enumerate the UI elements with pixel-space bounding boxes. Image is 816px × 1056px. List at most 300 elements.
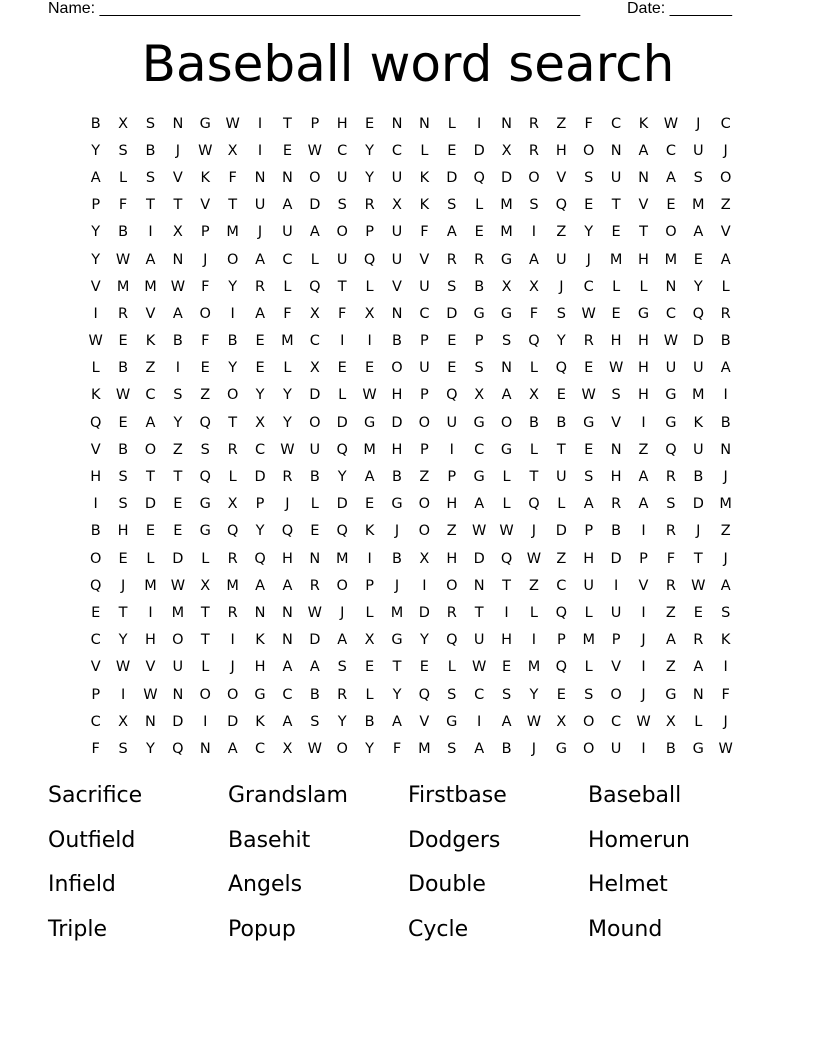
grid-letter: Y: [118, 632, 128, 649]
grid-letter: L: [612, 278, 621, 295]
grid-letter: B: [665, 740, 676, 757]
grid-letter: N: [692, 686, 704, 703]
grid-letter: T: [556, 441, 566, 458]
grid-letter: O: [446, 577, 458, 594]
grid-letter: F: [584, 115, 593, 132]
grid-letter: H: [90, 469, 102, 486]
word-list-item: Infield: [48, 872, 116, 897]
grid-letter: R: [446, 251, 457, 268]
grid-letter: E: [556, 387, 566, 404]
grid-letter: H: [446, 496, 458, 513]
grid-letter: D: [309, 387, 321, 404]
grid-letter: A: [255, 577, 265, 594]
grid-letter: L: [721, 278, 730, 295]
word-list-item: Firstbase: [408, 783, 507, 808]
grid-letter: J: [559, 278, 564, 295]
grid-letter: H: [446, 550, 458, 567]
grid-letter: M: [171, 604, 185, 621]
letter-grid: [82, 110, 739, 763]
grid-letter: M: [500, 197, 513, 214]
grid-letter: Y: [255, 523, 265, 540]
grid-letter: M: [582, 632, 595, 649]
grid-letter: A: [501, 387, 512, 404]
word-list-item: Double: [408, 872, 486, 897]
grid-letter: M: [609, 251, 623, 268]
grid-letter: B: [145, 142, 156, 159]
grid-letter: X: [118, 713, 129, 730]
grid-letter: X: [227, 142, 238, 159]
grid-letter: S: [447, 740, 457, 757]
grid-letter: E: [91, 604, 101, 621]
grid-letter: G: [199, 115, 211, 132]
grid-letter: U: [419, 278, 430, 295]
grid-letter: E: [474, 224, 484, 241]
grid-letter: J: [531, 523, 537, 540]
grid-row: [82, 382, 739, 409]
grid-letter: T: [392, 659, 402, 676]
grid-letter: X: [501, 142, 512, 159]
grid-row: [82, 463, 739, 490]
grid-letter: V: [200, 197, 211, 214]
grid-letter: H: [638, 251, 649, 268]
word-list-item: Homerun: [588, 827, 690, 853]
word-list-item: Cycle: [408, 916, 469, 942]
grid-letter: D: [446, 169, 458, 186]
grid-letter: H: [610, 469, 622, 486]
grid-letter: B: [611, 523, 622, 540]
grid-letter: N: [309, 550, 321, 567]
grid-letter: E: [365, 360, 375, 377]
grid-letter: A: [446, 224, 457, 241]
grid-letter: A: [392, 713, 402, 730]
grid-letter: H: [610, 333, 622, 350]
grid-letter: A: [309, 224, 320, 241]
grid-letter: H: [583, 550, 595, 567]
grid-letter: G: [473, 305, 485, 322]
grid-letter: E: [584, 197, 594, 214]
grid-letter: O: [226, 251, 239, 268]
grid-letter: A: [693, 659, 704, 676]
grid-letter: O: [309, 414, 321, 431]
grid-letter: H: [638, 333, 649, 350]
grid-letter: O: [336, 224, 348, 241]
word-list-item: Basehit: [228, 827, 311, 853]
grid-letter: C: [665, 142, 676, 159]
grid-letter: Q: [199, 469, 211, 486]
grid-letter: I: [367, 550, 372, 567]
grid-letter: K: [255, 632, 265, 649]
grid-letter: I: [531, 224, 537, 241]
grid-letter: N: [473, 577, 485, 594]
grid-letter: Z: [172, 441, 183, 458]
grid-letter: L: [529, 360, 538, 377]
grid-letter: A: [255, 251, 265, 268]
grid-letter: Y: [146, 740, 155, 757]
grid-letter: B: [90, 115, 101, 132]
grid-letter: J: [723, 550, 728, 567]
grid-letter: N: [282, 632, 293, 649]
grid-letter: L: [365, 278, 374, 295]
grid-letter: J: [394, 577, 400, 594]
grid-letter: Q: [281, 523, 294, 540]
grid-letter: G: [500, 441, 513, 458]
grid-letter: S: [447, 197, 457, 214]
grid-letter: O: [336, 577, 348, 594]
grid-letter: Q: [555, 197, 568, 214]
grid-letter: K: [693, 414, 704, 431]
grid-letter: I: [641, 740, 646, 757]
grid-letter: I: [422, 577, 427, 594]
grid-letter: I: [641, 604, 646, 621]
grid-letter: D: [172, 550, 184, 567]
grid-letter: P: [255, 496, 265, 513]
grid-letter: J: [641, 686, 646, 703]
grid-letter: D: [336, 496, 348, 513]
grid-letter: Y: [255, 387, 265, 404]
grid-letter: G: [446, 713, 458, 730]
grid-letter: Z: [528, 577, 539, 594]
grid-letter: T: [200, 632, 210, 649]
grid-letter: M: [116, 278, 130, 295]
grid-letter: I: [230, 305, 235, 322]
grid-letter: E: [255, 333, 265, 350]
grid-letter: J: [696, 115, 701, 132]
grid-letter: V: [90, 441, 101, 458]
grid-letter: X: [309, 305, 320, 322]
grid-letter: V: [172, 169, 183, 186]
grid-letter: W: [170, 577, 186, 594]
grid-letter: X: [501, 278, 512, 295]
grid-letter: D: [227, 713, 239, 730]
grid-letter: S: [145, 169, 156, 186]
grid-letter: E: [173, 496, 183, 513]
grid-letter: Y: [337, 713, 347, 730]
grid-letter: C: [337, 142, 348, 159]
grid-row: [82, 681, 739, 708]
grid-letter: D: [692, 496, 704, 513]
grid-letter: W: [581, 305, 596, 322]
grid-letter: W: [307, 740, 322, 757]
grid-letter: N: [254, 169, 266, 186]
grid-letter: U: [336, 169, 348, 186]
grid-letter: L: [475, 197, 484, 214]
grid-letter: T: [283, 115, 292, 132]
grid-letter: U: [391, 251, 403, 268]
grid-letter: A: [282, 197, 293, 214]
grid-letter: C: [254, 441, 266, 458]
grid-letter: Y: [365, 142, 375, 159]
grid-letter: Q: [446, 632, 458, 649]
grid-letter: B: [227, 333, 238, 350]
grid-letter: O: [144, 441, 157, 458]
grid-letter: U: [692, 360, 704, 377]
grid-letter: D: [336, 414, 348, 431]
grid-letter: X: [392, 197, 402, 214]
grid-letter: N: [610, 441, 622, 458]
grid-letter: O: [665, 224, 677, 241]
grid-letter: D: [692, 333, 704, 350]
grid-letter: N: [199, 740, 211, 757]
grid-letter: L: [201, 550, 210, 567]
grid-letter: C: [282, 686, 293, 703]
grid-letter: B: [501, 740, 512, 757]
grid-letter: Q: [528, 333, 540, 350]
grid-letter: Q: [555, 604, 568, 621]
grid-letter: P: [420, 333, 429, 350]
grid-letter: S: [556, 305, 566, 322]
grid-letter: W: [307, 142, 322, 159]
grid-letter: A: [583, 496, 594, 513]
grid-letter: D: [309, 632, 321, 649]
grid-letter: I: [449, 441, 454, 458]
grid-letter: U: [610, 604, 622, 621]
grid-letter: T: [611, 197, 621, 214]
grid-letter: P: [447, 469, 457, 486]
grid-letter: X: [282, 740, 293, 757]
grid-letter: M: [418, 740, 431, 757]
grid-letter: Y: [283, 414, 292, 431]
grid-letter: L: [283, 278, 292, 295]
grid-row: [82, 273, 739, 300]
word-list-item: Helmet: [588, 872, 668, 897]
grid-letter: G: [254, 686, 266, 703]
grid-letter: P: [91, 197, 101, 214]
grid-letter: L: [694, 713, 703, 730]
grid-letter: D: [555, 523, 567, 540]
grid-letter: F: [338, 305, 347, 322]
grid-letter: L: [119, 169, 128, 186]
grid-letter: K: [145, 333, 156, 350]
grid-letter: Q: [89, 414, 102, 431]
grid-letter: Z: [145, 360, 156, 377]
grid-letter: L: [338, 387, 347, 404]
grid-letter: F: [118, 197, 128, 214]
grid-letter: T: [146, 469, 155, 486]
grid-letter: S: [693, 169, 703, 186]
grid-row: [82, 409, 739, 436]
name-field-label: Name: ______________________________________________________: [48, 0, 581, 17]
grid-letter: P: [365, 224, 374, 241]
grid-letter: O: [391, 360, 403, 377]
grid-letter: A: [282, 713, 293, 730]
grid-letter: P: [556, 632, 566, 649]
grid-letter: S: [310, 713, 320, 730]
grid-letter: K: [638, 115, 649, 132]
grid-letter: H: [391, 387, 403, 404]
grid-letter: L: [447, 659, 456, 676]
grid-letter: I: [230, 632, 235, 649]
word-list-item: Grandslam: [228, 783, 348, 808]
grid-letter: J: [723, 469, 728, 486]
grid-letter: V: [611, 414, 622, 431]
grid-letter: G: [692, 740, 704, 757]
grid-letter: H: [501, 632, 512, 649]
grid-letter: K: [200, 169, 211, 186]
grid-letter: G: [363, 414, 376, 431]
grid-letter: Q: [226, 523, 239, 540]
grid-letter: E: [419, 659, 429, 676]
grid-letter: X: [556, 713, 567, 730]
grid-letter: W: [115, 387, 131, 404]
grid-letter: W: [115, 251, 131, 268]
grid-letter: M: [281, 333, 294, 350]
grid-letter: A: [665, 169, 676, 186]
grid-letter: L: [584, 659, 593, 676]
grid-letter: T: [639, 224, 648, 241]
grid-letter: V: [392, 278, 402, 295]
grid-letter: J: [257, 224, 263, 241]
grid-letter: Q: [528, 496, 540, 513]
grid-letter: X: [118, 115, 129, 132]
word-list-item: Dodgers: [408, 827, 501, 853]
grid-letter: I: [723, 387, 728, 404]
grid-letter: Z: [665, 604, 676, 621]
grid-letter: H: [145, 632, 156, 649]
grid-letter: L: [529, 604, 538, 621]
grid-letter: A: [145, 414, 156, 431]
grid-letter: G: [391, 632, 403, 649]
grid-letter: Y: [228, 278, 238, 295]
grid-letter: X: [364, 305, 375, 322]
grid-letter: L: [146, 550, 155, 567]
grid-letter: U: [665, 360, 677, 377]
grid-letter: C: [282, 251, 293, 268]
grid-letter: P: [611, 632, 621, 649]
page-title: Baseball word search: [141, 35, 675, 93]
grid-letter: N: [391, 115, 403, 132]
grid-letter: L: [310, 251, 319, 268]
grid-letter: J: [230, 659, 235, 676]
grid-letter: R: [227, 604, 238, 621]
grid-letter: J: [285, 496, 290, 513]
grid-letter: D: [418, 604, 430, 621]
grid-letter: H: [281, 550, 293, 567]
grid-letter: Z: [720, 197, 731, 214]
grid-letter: B: [392, 550, 402, 567]
grid-letter: O: [719, 169, 732, 186]
grid-letter: A: [364, 469, 375, 486]
grid-letter: N: [282, 604, 293, 621]
grid-letter: W: [170, 278, 186, 295]
grid-letter: R: [337, 686, 348, 703]
grid-letter: G: [500, 251, 513, 268]
grid-letter: E: [693, 251, 703, 268]
grid-letter: T: [173, 197, 183, 214]
grid-letter: Q: [446, 387, 458, 404]
grid-letter: I: [504, 604, 509, 621]
grid-letter: L: [310, 496, 319, 513]
grid-letter: O: [418, 496, 431, 513]
grid-letter: W: [471, 523, 487, 540]
grid-letter: U: [282, 224, 293, 241]
grid-letter: Q: [555, 360, 568, 377]
grid-letter: L: [639, 278, 648, 295]
grid-letter: A: [720, 251, 731, 268]
grid-letter: T: [200, 604, 210, 621]
grid-letter: A: [501, 713, 512, 730]
grid-letter: U: [419, 360, 430, 377]
grid-letter: E: [145, 523, 156, 540]
grid-letter: C: [474, 441, 485, 458]
grid-letter: E: [501, 659, 512, 676]
grid-letter: K: [364, 523, 375, 540]
grid-letter: P: [584, 523, 594, 540]
grid-letter: K: [720, 632, 731, 649]
grid-letter: R: [583, 333, 594, 350]
grid-letter: W: [307, 604, 322, 621]
grid-letter: E: [118, 414, 128, 431]
grid-letter: U: [309, 441, 321, 458]
grid-letter: W: [362, 387, 377, 404]
grid-letter: X: [528, 278, 539, 295]
grid-letter: O: [610, 686, 622, 703]
grid-letter: R: [474, 251, 485, 268]
grid-letter: S: [145, 115, 156, 132]
grid-letter: F: [201, 333, 210, 350]
grid-letter: W: [280, 441, 295, 458]
grid-letter: G: [637, 305, 650, 322]
grid-letter: L: [557, 496, 566, 513]
grid-letter: M: [363, 441, 376, 458]
grid-letter: L: [502, 469, 511, 486]
grid-letter: U: [172, 659, 184, 676]
grid-letter: B: [392, 469, 402, 486]
grid-letter: J: [340, 604, 345, 621]
grid-letter: O: [199, 686, 211, 703]
grid-letter: D: [254, 469, 266, 486]
grid-letter: S: [118, 740, 128, 757]
grid-letter: G: [555, 740, 567, 757]
grid-letter: Z: [200, 387, 211, 404]
grid-letter: V: [611, 659, 622, 676]
grid-letter: T: [693, 550, 703, 567]
grid-letter: A: [720, 577, 731, 594]
grid-letter: C: [145, 387, 156, 404]
grid-letter: L: [201, 659, 210, 676]
grid-letter: N: [418, 115, 430, 132]
grid-row: [82, 491, 739, 518]
grid-letter: A: [282, 659, 293, 676]
grid-letter: G: [391, 496, 403, 513]
grid-letter: B: [528, 414, 539, 431]
grid-letter: Y: [693, 278, 703, 295]
grid-letter: L: [502, 496, 511, 513]
grid-letter: P: [420, 441, 429, 458]
grid-letter: G: [199, 523, 211, 540]
grid-letter: I: [723, 659, 728, 676]
grid-letter: O: [89, 550, 102, 567]
grid-letter: Q: [336, 441, 348, 458]
grid-letter: W: [225, 115, 240, 132]
grid-letter: M: [226, 577, 239, 594]
grid-letter: Z: [638, 441, 649, 458]
grid-letter: W: [526, 713, 542, 730]
grid-letter: N: [610, 142, 622, 159]
grid-letter: C: [611, 713, 622, 730]
grid-letter: K: [419, 197, 430, 214]
grid-letter: S: [584, 686, 594, 703]
grid-letter: C: [583, 278, 594, 295]
grid-letter: U: [556, 469, 567, 486]
grid-row: [82, 599, 739, 626]
grid-letter: Q: [254, 550, 266, 567]
grid-letter: R: [227, 550, 238, 567]
grid-letter: Q: [89, 577, 102, 594]
grid-row: [82, 518, 739, 545]
grid-letter: R: [282, 469, 293, 486]
grid-letter: Y: [337, 469, 347, 486]
grid-letter: S: [337, 197, 347, 214]
